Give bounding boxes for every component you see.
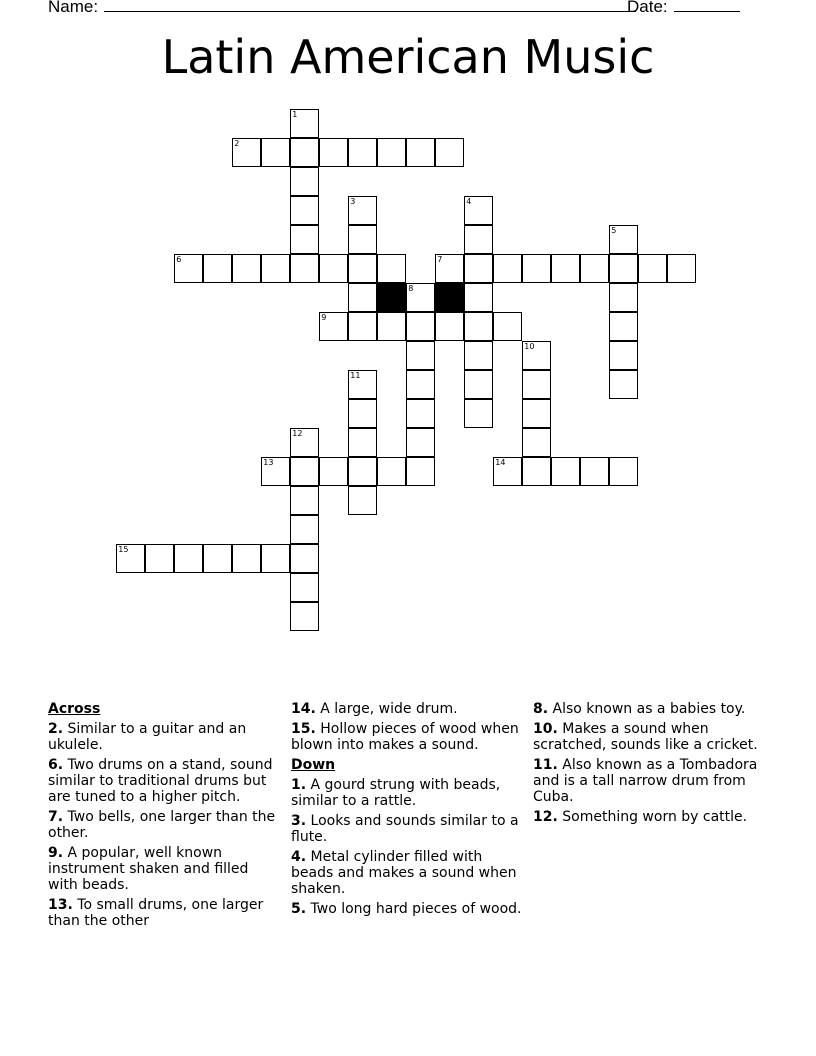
grid-cell[interactable] bbox=[406, 138, 435, 167]
grid-cell[interactable] bbox=[638, 254, 667, 283]
grid-cell[interactable] bbox=[464, 196, 493, 225]
grid-cell[interactable] bbox=[667, 254, 696, 283]
grid-cell[interactable] bbox=[464, 399, 493, 428]
black-cell bbox=[377, 283, 406, 312]
grid-cell[interactable] bbox=[464, 283, 493, 312]
down-heading: Down bbox=[291, 757, 336, 773]
clue-number-label: 3 bbox=[350, 197, 356, 207]
grid-cell[interactable] bbox=[522, 341, 551, 370]
grid-cell[interactable] bbox=[232, 138, 261, 167]
grid-cell[interactable] bbox=[290, 486, 319, 515]
grid-cell[interactable] bbox=[435, 254, 464, 283]
clue-text: Also known as a Tombadora and is a tall narrow drum from Cuba. bbox=[533, 757, 758, 805]
clue-text: Makes a sound when scratched, sounds like a cricket. bbox=[533, 721, 758, 753]
grid-cell[interactable] bbox=[406, 283, 435, 312]
clue-text: A large, wide drum. bbox=[320, 701, 458, 717]
clue-across-15 bbox=[291, 721, 527, 753]
clue-down-4 bbox=[291, 849, 527, 897]
clue-number-label: 15 bbox=[118, 545, 129, 555]
grid-cell[interactable] bbox=[348, 283, 377, 312]
clue-number: 5. bbox=[291, 901, 307, 917]
clue-number-label: 2 bbox=[234, 139, 240, 149]
across-heading: Across bbox=[48, 701, 101, 717]
clue-number-label: 10 bbox=[524, 342, 535, 352]
grid-cell[interactable] bbox=[609, 225, 638, 254]
grid-cell[interactable] bbox=[406, 457, 435, 486]
grid-cell[interactable] bbox=[493, 312, 522, 341]
grid-cell[interactable] bbox=[609, 457, 638, 486]
clue-down-10 bbox=[533, 721, 773, 753]
grid-cell[interactable] bbox=[348, 428, 377, 457]
grid-cell[interactable] bbox=[464, 341, 493, 370]
clue-number: 9. bbox=[48, 845, 64, 861]
grid-cell[interactable] bbox=[348, 138, 377, 167]
grid-cell[interactable] bbox=[435, 138, 464, 167]
grid-cell[interactable] bbox=[493, 457, 522, 486]
grid-cell[interactable] bbox=[174, 254, 203, 283]
clue-number: 6. bbox=[48, 757, 64, 773]
grid-cell[interactable] bbox=[348, 225, 377, 254]
clue-number: 7. bbox=[48, 809, 64, 825]
grid-cell[interactable] bbox=[261, 544, 290, 573]
grid-cell[interactable] bbox=[319, 138, 348, 167]
grid-cell[interactable] bbox=[319, 312, 348, 341]
grid-cell[interactable] bbox=[348, 370, 377, 399]
grid-cell[interactable] bbox=[406, 341, 435, 370]
clue-number: 13. bbox=[48, 897, 73, 913]
grid-cell[interactable] bbox=[522, 428, 551, 457]
clue-down-11 bbox=[533, 757, 773, 805]
grid-cell[interactable] bbox=[174, 544, 203, 573]
name-field[interactable] bbox=[48, 0, 636, 17]
grid-cell[interactable] bbox=[348, 457, 377, 486]
clue-number-label: 1 bbox=[292, 110, 298, 120]
grid-cell[interactable] bbox=[609, 283, 638, 312]
grid-cell[interactable] bbox=[145, 544, 174, 573]
grid-cell[interactable] bbox=[290, 457, 319, 486]
name-line[interactable] bbox=[104, 0, 636, 12]
clue-number-label: 8 bbox=[408, 284, 414, 294]
grid-cell[interactable] bbox=[261, 254, 290, 283]
grid-cell[interactable] bbox=[319, 457, 348, 486]
grid-cell[interactable] bbox=[609, 312, 638, 341]
grid-cell[interactable] bbox=[232, 254, 261, 283]
clue-across-2 bbox=[48, 721, 278, 753]
grid-cell[interactable] bbox=[406, 370, 435, 399]
grid-cell[interactable] bbox=[406, 428, 435, 457]
clue-text: To small drums, one larger than the other bbox=[48, 897, 264, 929]
grid-cell[interactable] bbox=[609, 370, 638, 399]
grid-cell[interactable] bbox=[522, 370, 551, 399]
clue-text: Something worn by cattle. bbox=[562, 809, 748, 825]
grid-cell[interactable] bbox=[290, 573, 319, 602]
grid-cell[interactable] bbox=[464, 312, 493, 341]
grid-cell[interactable] bbox=[290, 138, 319, 167]
grid-cell[interactable] bbox=[290, 602, 319, 631]
clue-number: 10. bbox=[533, 721, 558, 737]
grid-cell[interactable] bbox=[290, 225, 319, 254]
grid-cell[interactable] bbox=[116, 544, 145, 573]
clue-number: 15. bbox=[291, 721, 316, 737]
name-label: Name: bbox=[48, 0, 99, 16]
grid-cell[interactable] bbox=[551, 457, 580, 486]
clue-number: 12. bbox=[533, 809, 558, 825]
clue-number: 4. bbox=[291, 849, 307, 865]
clue-text: Hollow pieces of wood when blown into makes a sound. bbox=[291, 721, 519, 753]
clue-number: 1. bbox=[291, 777, 307, 793]
clue-text: A popular, well known instrument shaken and filled with beads. bbox=[48, 845, 249, 893]
clue-number-label: 6 bbox=[176, 255, 182, 265]
grid-cell[interactable] bbox=[290, 544, 319, 573]
clue-across-7 bbox=[48, 809, 278, 841]
grid-cell[interactable] bbox=[609, 254, 638, 283]
clue-text: Metal cylinder filled with beads and makes a sound when shaken. bbox=[291, 849, 517, 897]
grid-cell[interactable] bbox=[290, 109, 319, 138]
clue-text: Two bells, one larger than the other. bbox=[48, 809, 276, 841]
grid-cell[interactable] bbox=[551, 254, 580, 283]
date-field[interactable] bbox=[627, 0, 740, 17]
clue-number-label: 12 bbox=[292, 429, 303, 439]
clue-number: 11. bbox=[533, 757, 558, 773]
grid-cell[interactable] bbox=[377, 457, 406, 486]
clues-column-1 bbox=[48, 701, 278, 933]
grid-cell[interactable] bbox=[580, 457, 609, 486]
clue-text: Looks and sounds similar to a flute. bbox=[291, 813, 519, 845]
grid-cell[interactable] bbox=[377, 254, 406, 283]
clue-text: Also known as a babies toy. bbox=[552, 701, 746, 717]
grid-cell[interactable] bbox=[319, 254, 348, 283]
grid-cell[interactable] bbox=[493, 254, 522, 283]
grid-cell[interactable] bbox=[522, 399, 551, 428]
grid-cell[interactable] bbox=[203, 544, 232, 573]
clue-number: 2. bbox=[48, 721, 64, 737]
grid-cell[interactable] bbox=[348, 486, 377, 515]
grid-cell[interactable] bbox=[464, 370, 493, 399]
clues-column-3 bbox=[533, 701, 773, 829]
grid-cell[interactable] bbox=[377, 138, 406, 167]
clue-down-3 bbox=[291, 813, 527, 845]
date-label: Date: bbox=[627, 0, 668, 16]
grid-cell[interactable] bbox=[464, 225, 493, 254]
grid-cell[interactable] bbox=[522, 457, 551, 486]
clue-number-label: 5 bbox=[611, 226, 617, 236]
clue-number-label: 7 bbox=[437, 255, 443, 265]
grid-cell[interactable] bbox=[261, 457, 290, 486]
clue-across-6 bbox=[48, 757, 278, 805]
grid-cell[interactable] bbox=[261, 138, 290, 167]
clue-text: Two drums on a stand, sound similar to traditional drums but are tuned to a higher pitch. bbox=[48, 757, 273, 805]
clue-number: 14. bbox=[291, 701, 316, 717]
grid-cell[interactable] bbox=[348, 196, 377, 225]
clue-number-label: 14 bbox=[495, 458, 506, 468]
grid-cell[interactable] bbox=[377, 312, 406, 341]
grid-cell[interactable] bbox=[290, 515, 319, 544]
clue-down-1 bbox=[291, 777, 527, 809]
grid-cell[interactable] bbox=[522, 254, 551, 283]
grid-cell[interactable] bbox=[464, 254, 493, 283]
grid-cell[interactable] bbox=[290, 254, 319, 283]
grid-cell[interactable] bbox=[290, 196, 319, 225]
clue-text: A gourd strung with beads, similar to a rattle. bbox=[291, 777, 501, 809]
clues-column-2 bbox=[291, 701, 527, 921]
grid-cell[interactable] bbox=[232, 544, 261, 573]
grid-cell[interactable] bbox=[580, 254, 609, 283]
clue-number-label: 11 bbox=[350, 371, 361, 381]
clue-across-9 bbox=[48, 845, 278, 893]
grid-cell[interactable] bbox=[203, 254, 232, 283]
grid-cell[interactable] bbox=[348, 254, 377, 283]
grid-cell[interactable] bbox=[406, 312, 435, 341]
clue-number-label: 13 bbox=[263, 458, 274, 468]
clue-text: Two long hard pieces of wood. bbox=[310, 901, 522, 917]
clue-number-label: 4 bbox=[466, 197, 472, 207]
grid-cell[interactable] bbox=[609, 341, 638, 370]
clue-down-5 bbox=[291, 901, 527, 917]
date-line[interactable] bbox=[674, 0, 740, 12]
grid-cell[interactable] bbox=[348, 399, 377, 428]
clue-number: 8. bbox=[533, 701, 549, 717]
clue-down-12 bbox=[533, 809, 773, 825]
grid-cell[interactable] bbox=[406, 399, 435, 428]
grid-cell[interactable] bbox=[435, 312, 464, 341]
clue-across-14 bbox=[291, 701, 527, 717]
grid-cell[interactable] bbox=[290, 428, 319, 457]
black-cell bbox=[435, 283, 464, 312]
grid-cell[interactable] bbox=[290, 167, 319, 196]
clue-text: Similar to a guitar and an ukulele. bbox=[48, 721, 247, 753]
clue-down-8 bbox=[533, 701, 773, 717]
clue-number-label: 9 bbox=[321, 313, 327, 323]
clue-across-13 bbox=[48, 897, 278, 929]
clue-number: 3. bbox=[291, 813, 307, 829]
grid-cell[interactable] bbox=[348, 312, 377, 341]
page-title: Latin American Music bbox=[161, 30, 655, 84]
